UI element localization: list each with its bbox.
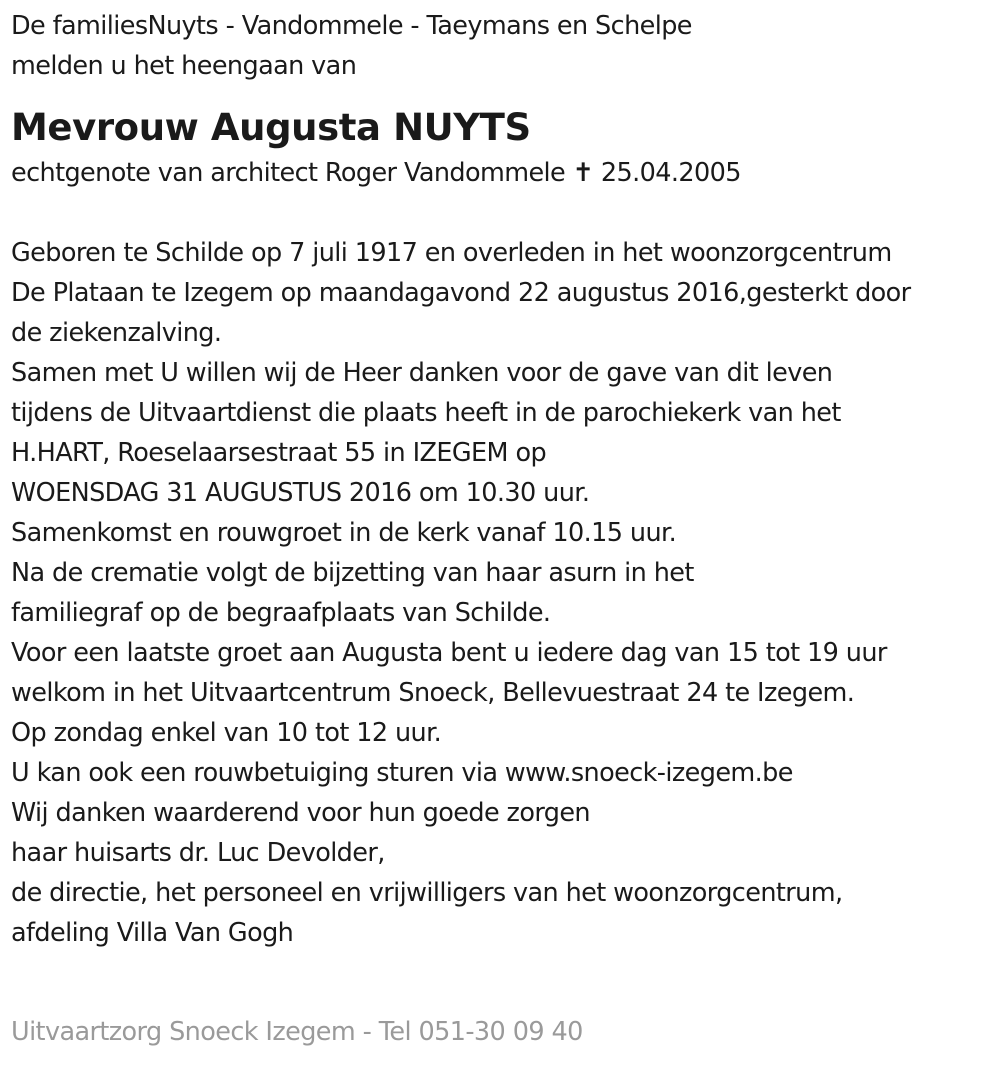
body-line: welkom in het Uitvaartcentrum Snoeck, Bellevuestraat 24 te Izegem. — [11, 678, 855, 708]
body-line: familiegraf op de begraafplaats van Schilde. — [11, 598, 551, 628]
body-line: de directie, het personeel en vrijwilligers van het woonzorgcentrum, — [11, 878, 843, 908]
body-line: Na de crematie volgt de bijzetting van haar asurn in het — [11, 558, 694, 588]
body-line: Voor een laatste groet aan Augusta bent u iedere dag van 15 tot 19 uur — [11, 638, 887, 668]
body-line: Op zondag enkel van 10 tot 12 uur. — [11, 718, 442, 748]
body-line: Geboren te Schilde op 7 juli 1917 en overleden in het woonzorgcentrum — [11, 238, 892, 268]
body-line: Samen met U willen wij de Heer danken voor de gave van dit leven — [11, 358, 833, 388]
deceased-name: Mevrouw Augusta NUYTS — [11, 106, 531, 149]
funeral-home-footer: Uitvaartzorg Snoeck Izegem - Tel 051-30 09 40 — [11, 1017, 583, 1047]
intro-announcement-line: melden u het heengaan van — [11, 51, 357, 81]
body-line: Wij danken waarderend voor hun goede zorgen — [11, 798, 590, 828]
body-line: Samenkomst en rouwgroet in de kerk vanaf 10.15 uur. — [11, 518, 677, 548]
body-line: haar huisarts dr. Luc Devolder, — [11, 838, 385, 868]
obituary-notice — [11, 6, 996, 953]
body-line: de ziekenzalving. — [11, 318, 222, 348]
body-line: afdeling Villa Van Gogh — [11, 918, 294, 948]
body-line: H.HART, Roeselaarsestraat 55 in IZEGEM op — [11, 438, 547, 468]
body-line: tijdens de Uitvaartdienst die plaats heeft in de parochiekerk van het — [11, 398, 841, 428]
notice-body — [11, 233, 996, 953]
body-line: De Plataan te Izegem op maandagavond 22 augustus 2016,gesterkt door — [11, 278, 911, 308]
spouse-line: echtgenote van architect Roger Vandommele ✝ 25.04.2005 — [11, 158, 741, 188]
intro-block — [11, 6, 996, 86]
body-line: WOENSDAG 31 AUGUSTUS 2016 om 10.30 uur. — [11, 478, 590, 508]
body-line: U kan ook een rouwbetuiging sturen via www.snoeck-izegem.be — [11, 758, 793, 788]
intro-families-line: De familiesNuyts - Vandommele - Taeymans en Schelpe — [11, 11, 692, 41]
